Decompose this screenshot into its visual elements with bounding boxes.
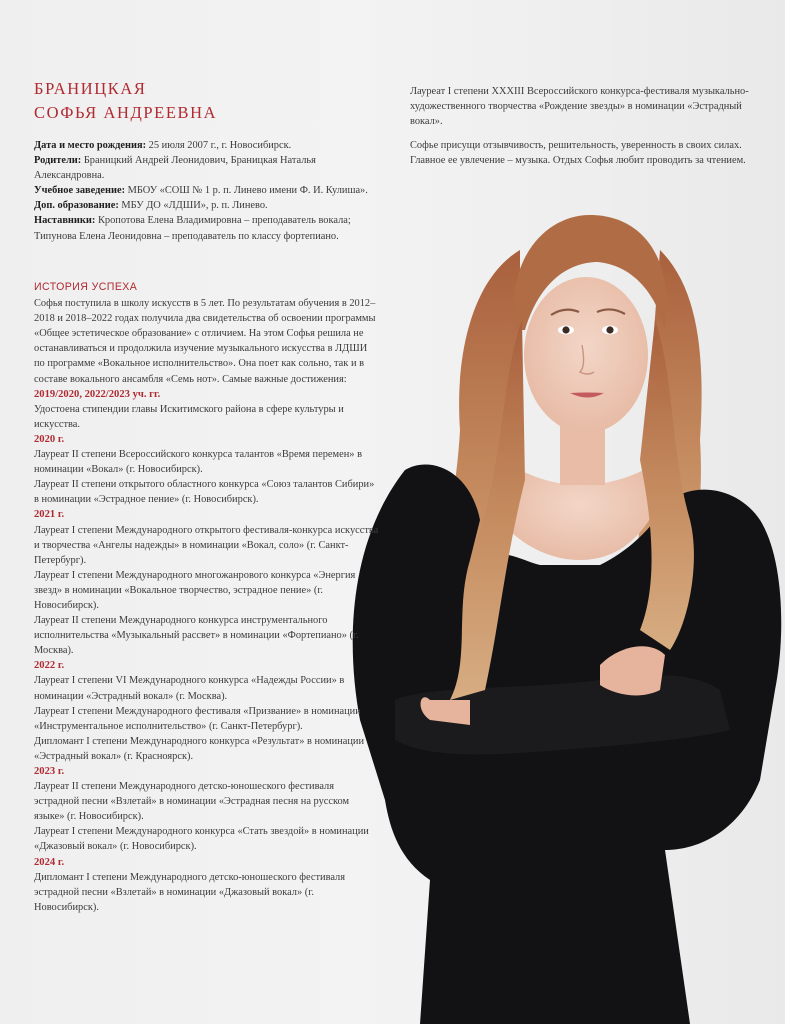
bio-birth [34,138,379,153]
bio-parents-value: Браницкий Андрей Леонидович, Браницкая Наталья Александровна. [34,155,316,182]
bio-school-value: МБОУ «СОШ № 1 р. п. Линево имени Ф. И. Кулиша». [125,185,368,197]
bio-birth-label: Дата и место рождения: [34,140,147,151]
achievement-item: Лауреат II степени Всероссийского конкурса талантов «Время перемен» в номинации «Вокал» (г. Новосибирск). [34,449,362,476]
achievement-item: Лауреат II степени открытого областного конкурса «Союз талантов Сибири» в номинации «Эстрадное пение» (г. Новосибирск). [34,479,375,506]
bio-mentors [34,213,379,243]
success-heading: ИСТОРИЯ УСПЕХА [34,281,138,293]
achievement-item: Дипломант I степени Международного конкурса «Результат» в номинации «Эстрадный вокал» (г. Красноярск). [34,735,365,762]
bio-block [34,138,379,244]
achievement-item: Лауреат II степени Международного конкурса инструментального исполнительства «Музыкальный рассвет» в номинации «Фортепиано» (г. Москва). [34,615,359,657]
right-column-text [410,84,770,177]
person-name-heading [34,77,217,125]
achievement-item: Лауреат II степени Международного детско-юношеского фестиваля эстрадной песни «Взлетай» в номинации «Эстрадная песня на русском языке» (г. Новосибирск). [34,781,350,823]
achievement-item: Лауреат I степени Международного многожанрового конкурса «Энергия звезд» в номинации «Вокальное творчество, эстрадное пение» (г. Новосибирск). [34,569,356,611]
bio-extra-value: МБУ ДО «ЛДШИ», р. п. Линево. [118,200,268,212]
bio-parents [34,153,379,183]
success-history [34,280,379,915]
bio-parents-label: Родители: [34,155,82,167]
right-paragraph-award: Лауреат I степени XXXIII Всероссийского конкурса-фестиваля музыкально-художественного творчества «Рождение звезды» в номинации «Эстрадный вокал». [410,86,749,128]
year-heading: 2024 г. [34,856,65,868]
name-line-surname: БРАНИЦКАЯ [34,79,147,98]
achievement-item: Лауреат I степени Международного конкурса «Стать звездой» в номинации «Джазовый вокал» (г. Новосибирск). [34,826,369,853]
year-heading: 2020 г. [34,433,65,445]
year-heading: 2019/2020, 2022/2023 уч. гг. [34,388,161,400]
bio-extra-education [34,198,379,213]
name-line-given: СОФЬЯ АНДРЕЕВНА [34,103,218,122]
bio-school [34,183,379,198]
year-heading: 2023 г. [34,766,65,777]
bio-extra-label: Доп. образование: [34,200,119,212]
achievement-item: Удостоена стипендии главы Искитимского района в сфере культуры и искусства. [34,403,344,430]
achievement-item: Дипломант I степени Международного детско-юношеского фестиваля эстрадной песни «Взлетай» в номинации «Джазовый вокал» (г. Новосибирск). [34,871,346,913]
achievement-item: Лауреат I степени Международного фестиваля «Призвание» в номинации «Инструментальное исполнительство» (г. Санкт-Петербург). [34,705,361,732]
bio-mentors-value: Кропотова Елена Владимировна – преподаватель вокала; Типунова Елена Леонидовна – преподаватель по классу фортепиано. [34,215,351,242]
achievement-item: Лауреат I степени VI Международного конкурса «Надежды России» в номинации «Эстрадный вокал» (г. Москва). [34,675,345,702]
achievement-item: Лауреат I степени Международного открытого фестиваля-конкурса искусства и творчества «Ангелы надежды» в номинации «Вокал, соло» (г. Санкт-Петербург). [34,524,379,566]
year-heading: 2022 г. [34,660,65,672]
bio-birth-value: 25 июля 2007 г., г. Новосибирск. [146,140,292,151]
success-intro: Софья поступила в школу искусств в 5 лет. По результатам обучения в 2012–2018 и 2018–2022 годах получила два свидетельства об освоении программы «Общее эстетическое образование» с отличием. На этом Софья решила не останавливаться и продолжила изучение музыкального искусства в ЛДШИ по программе «Вокальное исполнительство». Она поет как сольно, так и в составе вокального ансамбля «Семь нот». Самые важные достижения: [34,298,376,385]
bio-school-label: Учебное заведение: [34,185,126,197]
year-heading: 2021 г. [34,509,65,521]
right-paragraph-traits: Софье присущи отзывчивость, решительность, уверенность в своих силах. Главное ее увлечение – музыка. Отдых Софья любит проводить за чтением. [410,140,746,167]
bio-mentors-label: Наставники: [34,215,96,227]
